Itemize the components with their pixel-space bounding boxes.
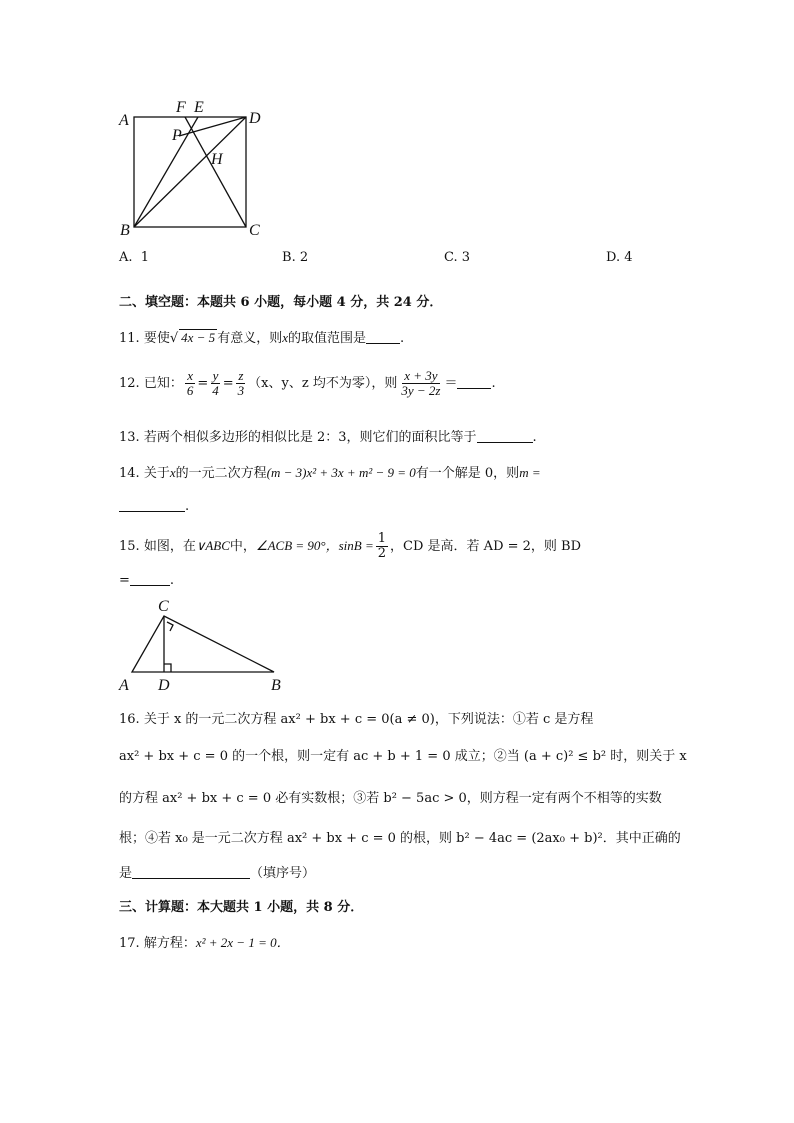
question-16-line4: 根；④若 x₀ 是一元二次方程 ax² + bx + c = 0 的根，则 b² − 4ac = (2ax₀ + b)²．其中正确的 bbox=[119, 831, 681, 846]
label-p: P bbox=[172, 127, 182, 144]
fraction-x-6: $\frac{x}{6}$ bbox=[186, 368, 194, 398]
answer-blank-16[interactable] bbox=[132, 866, 250, 879]
label-a: A bbox=[119, 677, 129, 694]
section2-header: 二、填空题：本题共 6 小题，每小题 4 分，共 24 分． bbox=[119, 295, 443, 310]
label-d: D bbox=[249, 110, 261, 127]
label-d: D bbox=[158, 677, 170, 694]
fraction-target: $\frac{x + 3y}{3y - 2z}$ bbox=[401, 368, 441, 398]
answer-blank-13[interactable] bbox=[477, 430, 533, 443]
fraction-y-4: $\frac{y}{4}$ bbox=[212, 368, 219, 398]
triangle-abc bbox=[132, 616, 274, 672]
segment-fc bbox=[185, 117, 246, 227]
question-16-line2: ax² + bx + c = 0 的一个根，则一定有 ac + b + 1 = 0 成立；②当 (a + c)² ≤ b² 时，则关于 x bbox=[119, 749, 687, 764]
label-b: B bbox=[271, 677, 281, 694]
sqrt-symbol: √ bbox=[169, 331, 179, 346]
question-12: 12. 已知： $\frac{x}{6}$ = $\frac{y}{4}$ = $\frac{z}{3}$ （x、y、z 均不为零），则 $\frac{x + 3y}{3y - 2z}$ ＝ . bbox=[119, 368, 496, 398]
label-a: A bbox=[119, 112, 129, 129]
question-11: 11. 要使√ 4x − 5 有意义，则x的取值范围是 . bbox=[119, 330, 405, 346]
question-16-line3: 的方程 ax² + bx + c = 0 必有实数根；③若 b² − 5ac > 0，则方程一定有两个不相等的实数 bbox=[119, 791, 662, 806]
question-16: 16. 关于 x 的一元二次方程 ax² + bx + c = 0(a ≠ 0)，下列说法：①若 c 是方程 bbox=[119, 712, 594, 727]
triangle-figure bbox=[112, 594, 292, 694]
label-c: C bbox=[249, 222, 260, 238]
equation-17: x² + 2x − 1 = 0． bbox=[195, 935, 290, 950]
question-17: 17. 解方程：x² + 2x − 1 = 0． bbox=[119, 935, 290, 951]
fraction-z-3: $\frac{z}{3}$ bbox=[237, 368, 245, 398]
question-15-line2: = . bbox=[119, 573, 175, 588]
choice-a: A. 1 bbox=[119, 250, 150, 265]
answer-blank-15[interactable] bbox=[130, 573, 170, 586]
answer-blank-14[interactable] bbox=[119, 499, 185, 512]
right-angle-mark-d bbox=[164, 664, 171, 672]
question-13: 13. 若两个相似多边形的相似比是 2：3，则它们的面积比等于 . bbox=[119, 430, 537, 445]
equation-14: (m − 3)x² + 3x + m² − 9 = 0 bbox=[266, 465, 416, 480]
question-14-line2: . bbox=[119, 499, 189, 514]
square-figure bbox=[110, 96, 280, 238]
answer-blank-11[interactable] bbox=[366, 331, 400, 344]
right-angle-mark-c bbox=[167, 622, 173, 631]
choice-d: D. 4 bbox=[606, 250, 633, 265]
question-15: 15. 如图，在∨ABC中，∠ACB = 90°，sinB = $\frac{1}{2}$ ，CD 是高．若 AD = 2，则 BD bbox=[119, 531, 582, 561]
section3-header: 三、计算题：本大题共 1 小题，共 8 分． bbox=[119, 900, 364, 915]
answer-blank-12[interactable] bbox=[457, 376, 491, 389]
label-h: H bbox=[211, 151, 223, 168]
label-c: C bbox=[158, 598, 169, 615]
radicand: 4x − 5 bbox=[181, 330, 216, 345]
question-16-line5: 是 （填序号） bbox=[119, 866, 316, 881]
label-e: E bbox=[194, 99, 204, 116]
fraction-one-half: $\frac{1}{2}$ bbox=[377, 531, 387, 561]
choice-c: C. 3 bbox=[444, 250, 471, 265]
label-b: B bbox=[120, 222, 130, 238]
question-14: 14. 关于x的一元二次方程(m − 3)x² + 3x + m² − 9 = 0有一个解是 0，则m = bbox=[119, 465, 541, 481]
label-f: F bbox=[176, 99, 186, 116]
choice-b: B. 2 bbox=[282, 250, 309, 265]
